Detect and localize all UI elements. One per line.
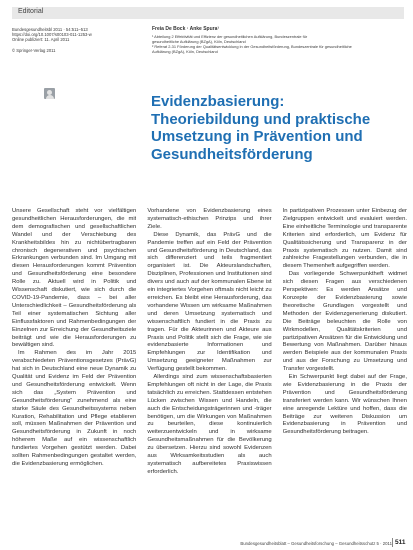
body-text — [12, 208, 407, 524]
paragraph: Ein Schwerpunkt liegt dabei auf der Frage, wie Evidenzbasierung in die Praxis der Prävention und Gesundheitsförderung transferiert werden kann. Wir wünschen Ihnen eine anregende Lektüre und hoffen, dass die Beiträge zur weiteren Diskussion um Evidenzbasierung in Prävention und Gesundheitsförderung beitragen. — [282, 374, 407, 436]
author-avatar-icon — [44, 88, 55, 99]
online-date: Online publiziert: 11. April 2011 — [12, 37, 70, 43]
page-number: 511 — [395, 539, 406, 546]
text-column-1 — [12, 208, 136, 524]
journal-reference: Bundesgesundheitsbl 2011 · 54:511–513 — [12, 27, 88, 32]
paragraph: Vorhandene von Evidenzbasierung eines systematisch-ethischen Prinzips und ihrer Ziele. — [147, 208, 272, 230]
paragraph: Im Rahmen des im Jahr 2015 verabschiedeten Präventionsgesetzes (PrävG) hat sich in Deutschland eine neue Dynamik zu Qualität und Evidenz im Feld der Prävention und Gesundheitsförderung entwickelt. Wenn sich das „System Prävention und Gesundheitsförderung“ zunehmend als eine starke Säule des Gesundheitssystems neben Kuration, Rehabilitation und Pflege etablieren soll, müssen Maßnahmen der Prävention und Gesundheitsförderung in Zukunft in noch höherem Maße auf ein wissenschaftlich fundiertes Vorgehen gestützt werden. Dabei sollten Rahmenbedingungen gestaltet werden, die Evidenzbasierung ermöglichen. — [12, 350, 137, 467]
author-line: Freia De Bock · Anke Spura¹ — [152, 26, 220, 32]
footer-journal: Bundesgesundheitsblatt – Gesundheitsforschung – Gesundheitsschutz 5 · 2011 — [240, 541, 392, 546]
paragraph: Allerdings sind zum wissenschaftsbasierten Empfehlungen oft nicht in der Lage, die Praxis tatsächlich zu erreichen. Stattdessen entstehen Lücken zwischen Wissen und Handeln, die auch die Entscheidungsträgerinnen und -träger benötigen, um die Wirkungen von Maßnahmen zu beurteilen, diese kontinuierlich weiterzuentwickeln und in wirksame Gesundheitsmaßnahmen für die Bevölkerung zu übersetzen. Hierzu sind sowohl Evidenzen aus Wirksamkeitsstudien als auch systematisch aufbereitetes Praxiswissen erforderlich. — [147, 374, 272, 475]
doi-link[interactable]: https://doi.org/10.1007/s00103-011-1253-w — [12, 32, 92, 38]
affiliation-line: ² Referat 2-31 Förderung der Qualitätsentwicklung in der Gesundheitsförderung, Bundeszentrale für gesundheitliche — [152, 44, 352, 49]
affiliation-line: Aufklärung (BZgA), Köln, Deutschland — [152, 49, 218, 54]
copyright-notice: © Springer-Verlag 2011 — [12, 47, 56, 53]
paragraph: Unsere Gesellschaft steht vor vielfältigen gesundheitlichen Herausforderungen, die mit dem demografischen und gesellschaftlichen Wandel und der Verschiebung des Krankheitsbildes hin zu nichtübertragbaren chronisch degenerativen und psychischen Erkrankungen verbunden sind. Im Umgang mit diesen Herausforderungen kommt Prävention und Gesundheitsförderung eine besondere Rolle zu. Aktuell wird in Politik und Wissenschaft diskutiert, wie sich durch die COVID-19-Pandemie, dass – bei aller Unterschiedlichkeit – Gesundheitsförderung als Teil einer systematischen Sichtung aller Einflussfaktoren und Rahmenbedingungen der Einzelnen zur Erreichung der Gesundheitsziele beiträgt und wie die Herausforderungen zu bewältigen sind. — [12, 208, 137, 349]
affiliations — [152, 34, 402, 54]
paragraph: Diese Dynamik, das PrävG und die Pandemie treffen auf ein Feld der Prävention und Gesundheitsförderung in Deutschland, das sich differenziert und teils fragmentiert organisiert ist. Die Akteurslandschaften, Disziplinen, Professionen und Institutionen sind divers und auch auf der kommunalen Ebene ist ein integriertes Vorgehen oftmals nicht leicht zu erreichen. Es bleibt eine Herausforderung, das vorhandene Wissen um wirksame Maßnahmen und deren Umsetzung systematisch und wissenschaftlich fundiert in die Praxis zu tragen. Für die Akteurinnen und Akteure aus Praxis und Politik stellt sich die Frage, wie sie evidenzbasierte Informationen und Empfehlungen zur Identifikation und Umsetzung geeigneter Maßnahmen zur Verfügung gestellt bekommen. — [147, 231, 272, 373]
title-line: Theoriebildung und praktische — [151, 110, 371, 128]
affiliation-line: ¹ Abteilung 2 Effektivität und Effizienz der gesundheitlichen Aufklärung, Bundeszentrale für — [152, 34, 308, 39]
title-line: Gesundheitsförderung — [151, 145, 313, 163]
paragraph: Das vorliegende Schwerpunktheft widmet sich diesen Fragen aus verschiedenen Perspektiven: Es werden Ansätze und Konzepte der Evidenzbasierung sowie theoretische Grundlagen vorgestellt und Methoden der Evidenzgenerierung diskutiert. Die Beiträge beleuchten die Rolle von Wirkmodellen, Qualitätskriterien und partizipativen Ansätzen für die Entwicklung und Bewertung von Maßnahmen. Darüber hinaus werden Beispiele aus der kommunalen Praxis und aus der Forschung zu Umsetzung und Transfer vorgestellt. — [282, 271, 407, 373]
article-metadata — [12, 27, 132, 53]
footer-divider — [392, 538, 393, 547]
article-title — [151, 93, 406, 163]
text-column-2 — [147, 208, 271, 524]
paragraph: In partizipativen Prozessen unter Einbezug der Zielgruppen entwickelt und evaluiert werden. Eine einheitliche Terminologie und transparente Kriterien sind erforderlich, um Evidenz für Qualitätssicherung und Transparenz in der Praxis systematisch zu nutzen. Damit sind zahlreiche Fragestellungen verbunden, die in diesem Themenheft aufgegriffen werden. — [282, 208, 407, 270]
section-label: Editorial — [18, 8, 44, 15]
affiliation-line: gesundheitliche Aufklärung (BZgA), Köln, Deutschland — [152, 39, 246, 44]
text-column-3 — [283, 208, 407, 524]
title-line: Umsetzung in Prävention und — [151, 128, 363, 145]
section-header-bar — [12, 7, 404, 19]
title-line: Evidenzbasierung: — [151, 93, 285, 110]
